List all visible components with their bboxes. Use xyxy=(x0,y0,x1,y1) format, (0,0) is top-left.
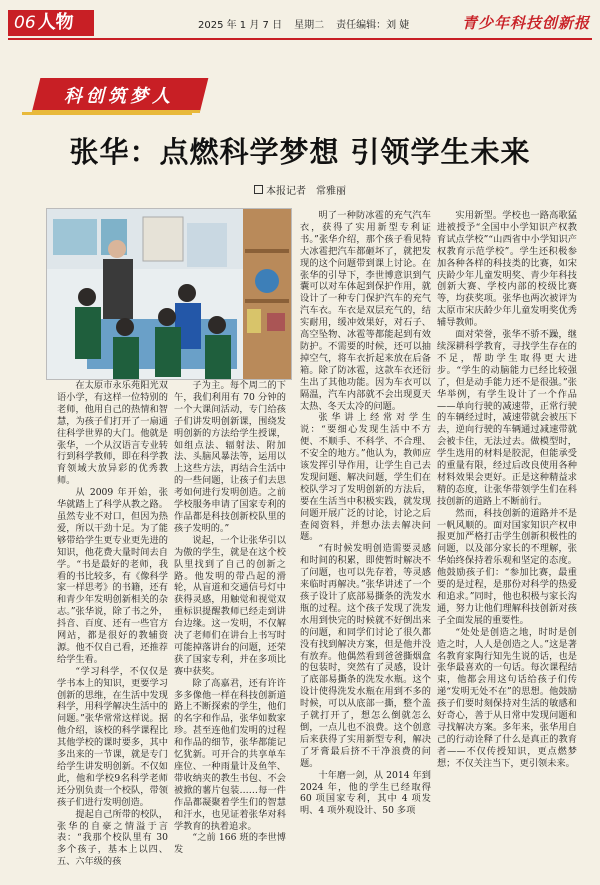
paragraph: 实用新型。学校也一路高歌猛进被授予“全国中小学知识产权教育试点学校”“山西省中小学知识产权教育示范学校”。学生还积极参加各种各样的科技类的比赛，如宋庆龄少年儿童发明奖、青少年科技创新大赛、学校内部的校级比赛等，均获奖项。张华也两次被评为太原市宋庆龄少年儿童发明奖优秀辅导教师。 xyxy=(437,210,577,329)
article-title: 张华：点燃科学梦想 引领学生未来 xyxy=(69,135,531,169)
column-banner-text: 科创筑梦人 xyxy=(64,86,174,107)
article-column-2 xyxy=(174,380,286,880)
issue-meta xyxy=(198,16,421,31)
paragraph: 明了一种防冰雹的充气汽车衣，获得了实用新型专利证书。”张华介绍，那个孩子看见特大冰雹把汽车都砸坏了，就把发现的这个问题带到课上讨论。在张华的引导下，李世博意识到气囊可以对车体起到保护作用，就设计了一种专门保护汽车的充气汽车衣。车衣是双层充气的，结实耐用，缓冲效果好，对石子、高空坠物、冰雹等都能起到有效防护。不需要的时候，还可以抽掉空气，将车衣折起来放在后备箱。除了防冰雹，这款车衣还衍生出了其他功能。因为车衣可以隔温，汽车内部就不会出现夏天太热、冬天太冷的问题。 xyxy=(300,210,431,412)
paragraph: “处处是创造之地，时时是创造之时，人人是创造之人。”这是著名教育家陶行知先生说的话，也是张华最喜欢的一句话。每次课程结束，他都会用这句话给孩子们传递“发明无处不在”的思想。他鼓励孩子们要时刻保持对生活的敏感和好奇心，善于从日常中发现问题和寻找解决方案。多年来，张华用自己的行动诠释了什么是真正的教育者——不仅传授知识，更点燃梦想；不仅关注当下，更引领未来。 xyxy=(437,626,577,769)
section-name: 人物 xyxy=(37,12,74,33)
page-number: 06 xyxy=(14,13,36,33)
paragraph: 子为主。每个周二的下午，我们利用有 70 分钟的一个大课间活动，专门给孩子们讲发明创新课，围绕发明创新的方法给学生授课，如组点法、辐射法、附加法、头脑风暴法等，运用以上这些方法，再结合生活中的一些问题，让孩子们去思考如何进行发明创造。之前学校服务申请了国家专利的作品都是科技创新校队里的孩子发明的。” xyxy=(174,380,286,534)
section-tab xyxy=(8,10,94,36)
page-header xyxy=(0,0,600,42)
article-column-3 xyxy=(300,210,431,880)
paragraph: 然而，科技创新的道路并不是一帆风顺的。面对国家知识产权申报更加严格打击学生创新积极性的问题，以及部分家长的不理解，张华始终保持着乐观和坚定的态度。他鼓励孩子们：“参加比赛，最重要的是过程，是那份对科学的热爱和追求。”同时，他也积极与家长沟通，努力让他们理解科技创新对孩子全面发展的重要性。 xyxy=(437,507,577,626)
issue-weekday: 星期二 xyxy=(294,20,325,31)
article-column-1 xyxy=(57,380,168,880)
issue-editor: 责任编辑：刘 婕 xyxy=(336,20,410,31)
paragraph: 从 2009 年开始，张华就踏上了科学从教之路。虽然专业不对口，但因为热爱，所以干劲十足。为了能够带给学生更专业更先进的知识，他花费大量时间去自学。“书是最好的老师，我看的书比较多，有《像科学家一样思考》的书籍，还有和青少年发明创新相关的杂志。”张华说，除了书之外，抖音、百度、还有一些官方网站，都是很好的教辅资源。他不仅自己看，还推荐给学生看。 xyxy=(57,487,168,665)
paragraph: 提起自己所带的校队，张华的自豪之情溢于言表：“我那个校队里有 30 多个孩子，基本上以四、五、六年级的孩 xyxy=(57,808,168,868)
header-rule xyxy=(8,38,592,40)
article-column-4 xyxy=(437,210,577,880)
byline-text: 本报记者 常雅丽 xyxy=(266,186,346,197)
paragraph: 十年磨一剑，从 2014 年到 2024 年，他的学生已经取得 60 项国家专利，其中 4 项发明、4 项外观设计、50 多项 xyxy=(300,769,431,817)
issue-date: 2025 年 1 月 7 日 xyxy=(198,20,283,31)
article-byline xyxy=(0,182,600,197)
paragraph: 面对荣誉，张华不骄不躁，继续深耕科学教育，寻找学生存在的不足，帮助学生取得更大进步。“学生的动脑能力已经比较强了，但是动手能力还不是很强。”张华举例，有学生设计了一个作品——单向行驶的减速带，正常行驶的车辆经过时，减速带就会被压下去，逆向行驶的车辆通过减速带就会被卡住，无法过去。做模型时，学生选用的材料是胶泥，但能承受的重量有限，经过后改良使用各种材料效果会更好。正是这种精益求精的态度，让张华带领学生们在科技创新的道路上不断前行。 xyxy=(437,329,577,507)
newspaper-masthead: 青少年科技创新报 xyxy=(461,14,590,32)
paragraph: “有时候发明创造需要灵感和时间的积累，即使暂时解决不了问题，也可以先存着，等灵感来临时再解决。”张华讲述了一个孩子设计了底部易撕条的洗发水瓶的过程。这个孩子发现了洗发水用到快完的时候就不好倒出来的问题，和同学们讨论了很久都没有找到解决方案，但是他并没有放弃。他偶然看到爸爸撕烟盒的包装时，突然有了灵感，设计了底部易撕条的洗发水瓶。这个设计使得洗发水瓶在用到不多的时候，可以从底部一撕，整个盖子就打开了，想怎么倒就怎么倒，一点儿也不浪费。这个创意后来获得了实用新型专利，解决了牙膏最后挤不干净浪费的问题。 xyxy=(300,543,431,769)
banner-underline xyxy=(22,112,192,115)
paragraph: “学习科学，不仅仅是学书本上的知识，更要学习创新的思维，在生活中发现科学，用科学解决生活中的问题。”张华常常这样说。据他介绍，该校的科学课程比其他学校的课时要多，其中多出来的一节课，就是专门给学生讲发明创新。不仅如此，他和学校9名科学老师还分别负责一个校队，带领孩子们进行发明创造。 xyxy=(57,665,168,808)
paragraph: 说起，一个让张华引以为傲的学生，就是在这个校队里找到了自己的创新之路。他发明的带凸起的滑轮，从盲道和交通信号灯中获得灵感，用触觉和视觉双重标识提醒教师已经走到讲台边缘。这一发明，不仅解决了老师们在讲台上书写时可能掉落讲台的问题，还荣获了国家专利，并在多项比赛中获奖。 xyxy=(174,534,286,677)
paragraph: 在太原市永乐苑阳光双语小学，有这样一位特别的老师，他用自己的热情和智慧，为孩子们打开了一扇通往科学世界的大门。他就是张华，一个从汉语言专业转行到科学教师，即在科学教育领域大放异彩的优秀教师。 xyxy=(57,380,168,487)
paragraph: 除了高嘉君，还有许许多多像他一样在科技创新道路上不断探索的学生，他们的名字和作品，张华如数家珍。甚至连他们发明的过程和作品的细节，张华都能记忆犹新。可开合的共享单车座位、一种雨量计及鱼竿、带收纳夹的教生书包、不会被掀的薯片包装……每一件作品都凝聚着学生们的智慧和汗水，也见证着张华对科学教育的执着追求。 xyxy=(174,677,286,832)
classroom-photo xyxy=(46,208,292,380)
paragraph: 张华讲上经常对学生说：“要细心发现生活中不方便、不顺手、不科学、不合理、不安全的地方。”他认为，教师应该发挥引导作用，让学生自己去发现问题、解决问题，学生们在校队学习了发明创新的方法后，要在生活当中积极实践，就发现问题开展广泛的讨论，讨论之后查阅资料，并想办法去解决问题。 xyxy=(300,412,431,543)
classroom-photo-illustration xyxy=(47,209,291,379)
paragraph: “之前 166 班的李世博发 xyxy=(174,832,286,856)
byline-box-icon xyxy=(254,185,263,194)
